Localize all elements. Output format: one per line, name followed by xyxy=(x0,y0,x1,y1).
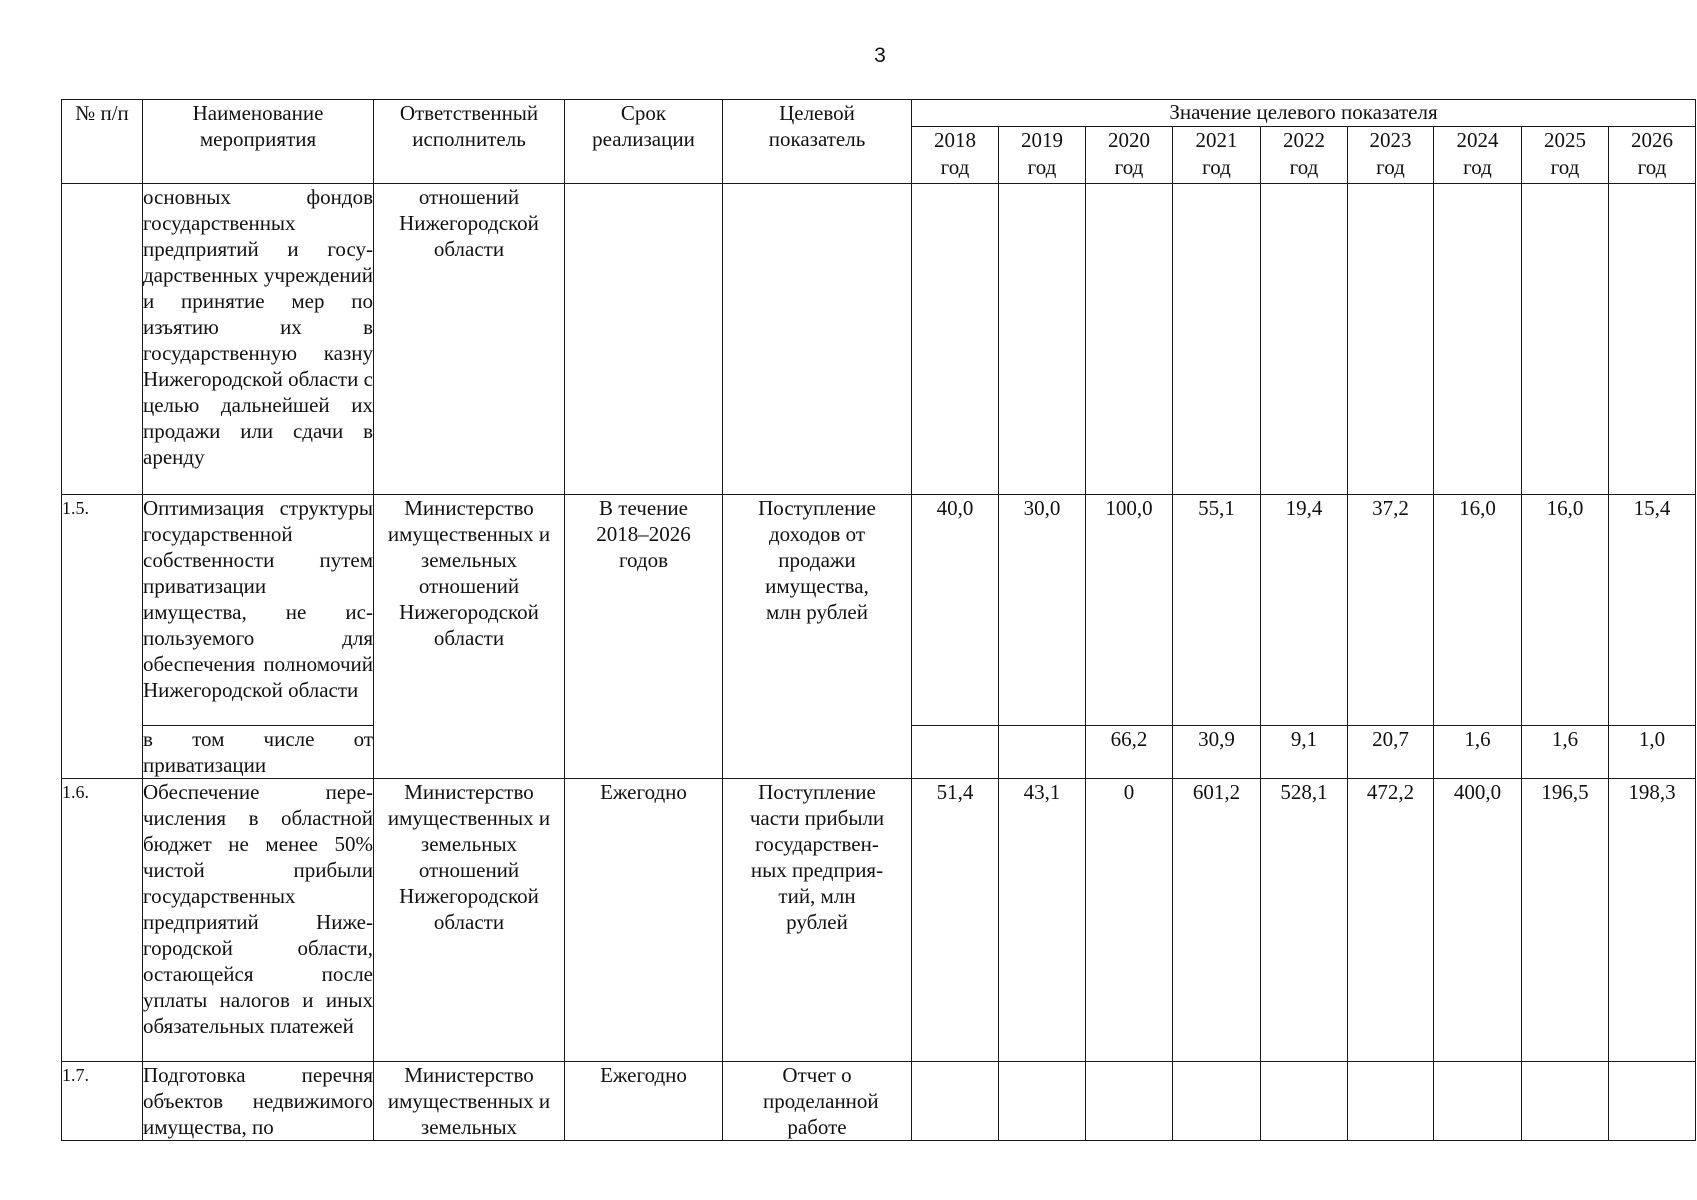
indicator: Отчет о проделанной работе xyxy=(723,1062,912,1141)
value-cell: 1,6 xyxy=(1434,726,1522,779)
value-cell: 19,4 xyxy=(1261,495,1348,726)
value-cell: 30,0 xyxy=(999,495,1086,726)
value-cell: 30,9 xyxy=(1173,726,1261,779)
value-cell xyxy=(1522,184,1609,495)
value-cell xyxy=(1434,1062,1522,1141)
executor: отношений Нижегородской области xyxy=(374,184,565,495)
value-cell xyxy=(999,184,1086,495)
value-cell xyxy=(999,726,1086,779)
value-cell xyxy=(1173,1062,1261,1141)
measure-name: Обеспечение перечисления в областной бюджет не менее 50% чистой прибыли государственных предприятий Нижегородской области, остающейся после уплаты налогов и иных обязательных платежей xyxy=(143,779,374,1062)
value-cell: 9,1 xyxy=(1261,726,1348,779)
value-cell: 1,6 xyxy=(1522,726,1609,779)
measure-name: основных фондов государственных предприятий и государственных учреждений и принятие мер по изъятию их в государственную казну Нижегородской области с целью дальнейшей их продажи или сдачи в аренду xyxy=(143,184,374,495)
measure-name: Подготовка перечня объектов недвижимого имущества, по xyxy=(143,1063,373,1139)
executor: Министерство имущественных и земельных xyxy=(374,1062,565,1141)
value-cell: 100,0 xyxy=(1086,495,1173,726)
term: В течение 2018–2026 годов xyxy=(565,495,723,779)
measure-name: Оптимизация структуры государственной собственности путем приватизации имущества, не используемого для обеспечения полномочий Нижегородской области xyxy=(143,495,374,726)
header-year: 2024 год xyxy=(1434,127,1522,184)
value-cell xyxy=(1086,1062,1173,1141)
value-cell xyxy=(1609,184,1696,495)
header-name: Наименование мероприятия xyxy=(143,100,374,184)
indicator: Поступление части прибыли государственных предприятий, млн рублей xyxy=(723,779,912,1062)
term xyxy=(565,184,723,495)
header-year: 2025 год xyxy=(1522,127,1609,184)
measure-name: в том числе от приватизации xyxy=(143,727,373,777)
header-term: Срок реализации xyxy=(565,100,723,184)
program-measures-table xyxy=(61,99,1696,1141)
value-cell: 198,3 xyxy=(1609,779,1696,1062)
header-year: 2019 год xyxy=(999,127,1086,184)
value-cell: 51,4 xyxy=(912,779,999,1062)
row-num: 1.5. xyxy=(62,495,143,779)
table-row-1-5 xyxy=(62,495,1696,726)
term: Ежегодно xyxy=(565,779,723,1062)
value-cell: 20,7 xyxy=(1348,726,1434,779)
executor: Министерство имущественных и земельных отношений Нижегородской области xyxy=(374,495,565,779)
header-year: 2020 год xyxy=(1086,127,1173,184)
value-cell: 196,5 xyxy=(1522,779,1609,1062)
value-cell: 601,2 xyxy=(1173,779,1261,1062)
value-cell xyxy=(1261,1062,1348,1141)
header-year: 2023 год xyxy=(1348,127,1434,184)
value-cell xyxy=(912,1062,999,1141)
value-cell xyxy=(1522,1062,1609,1141)
indicator: Поступление доходов от продажи имущества, млн рублей xyxy=(723,495,912,779)
header-year: 2022 год xyxy=(1261,127,1348,184)
row-num: 1.7. xyxy=(62,1062,143,1141)
executor: Министерство имущественных и земельных отношений Нижегородской области xyxy=(374,779,565,1062)
value-cell: 528,1 xyxy=(1261,779,1348,1062)
header-values-group: Значение целевого показателя xyxy=(912,100,1696,127)
value-cell: 40,0 xyxy=(912,495,999,726)
table-row-1-6 xyxy=(62,779,1696,1062)
value-cell xyxy=(1348,1062,1434,1141)
value-cell xyxy=(1173,184,1261,495)
value-cell xyxy=(1261,184,1348,495)
value-cell xyxy=(1348,184,1434,495)
term: Ежегодно xyxy=(565,1062,723,1141)
table-row-continuation xyxy=(62,184,1696,495)
row-num xyxy=(62,184,143,495)
value-cell xyxy=(912,184,999,495)
table-row-1-7 xyxy=(62,1062,1696,1141)
header-year: 2018 год xyxy=(912,127,999,184)
value-cell: 16,0 xyxy=(1434,495,1522,726)
value-cell xyxy=(999,1062,1086,1141)
value-cell: 37,2 xyxy=(1348,495,1434,726)
value-cell xyxy=(1609,1062,1696,1141)
value-cell xyxy=(1086,184,1173,495)
value-cell: 43,1 xyxy=(999,779,1086,1062)
indicator xyxy=(723,184,912,495)
value-cell: 472,2 xyxy=(1348,779,1434,1062)
header-year: 2026 год xyxy=(1609,127,1696,184)
value-cell: 1,0 xyxy=(1609,726,1696,779)
value-cell xyxy=(1434,184,1522,495)
value-cell: 55,1 xyxy=(1173,495,1261,726)
header-indicator: Целевой показатель xyxy=(723,100,912,184)
value-cell xyxy=(912,726,999,779)
row-num: 1.6. xyxy=(62,779,143,1062)
header-num: № п/п xyxy=(62,100,143,184)
value-cell: 0 xyxy=(1086,779,1173,1062)
value-cell: 400,0 xyxy=(1434,779,1522,1062)
header-year: 2021 год xyxy=(1173,127,1261,184)
value-cell: 16,0 xyxy=(1522,495,1609,726)
value-cell: 15,4 xyxy=(1609,495,1696,726)
header-executor: Ответственный исполнитель xyxy=(374,100,565,184)
page-number: 3 xyxy=(874,44,886,67)
value-cell: 66,2 xyxy=(1086,726,1173,779)
